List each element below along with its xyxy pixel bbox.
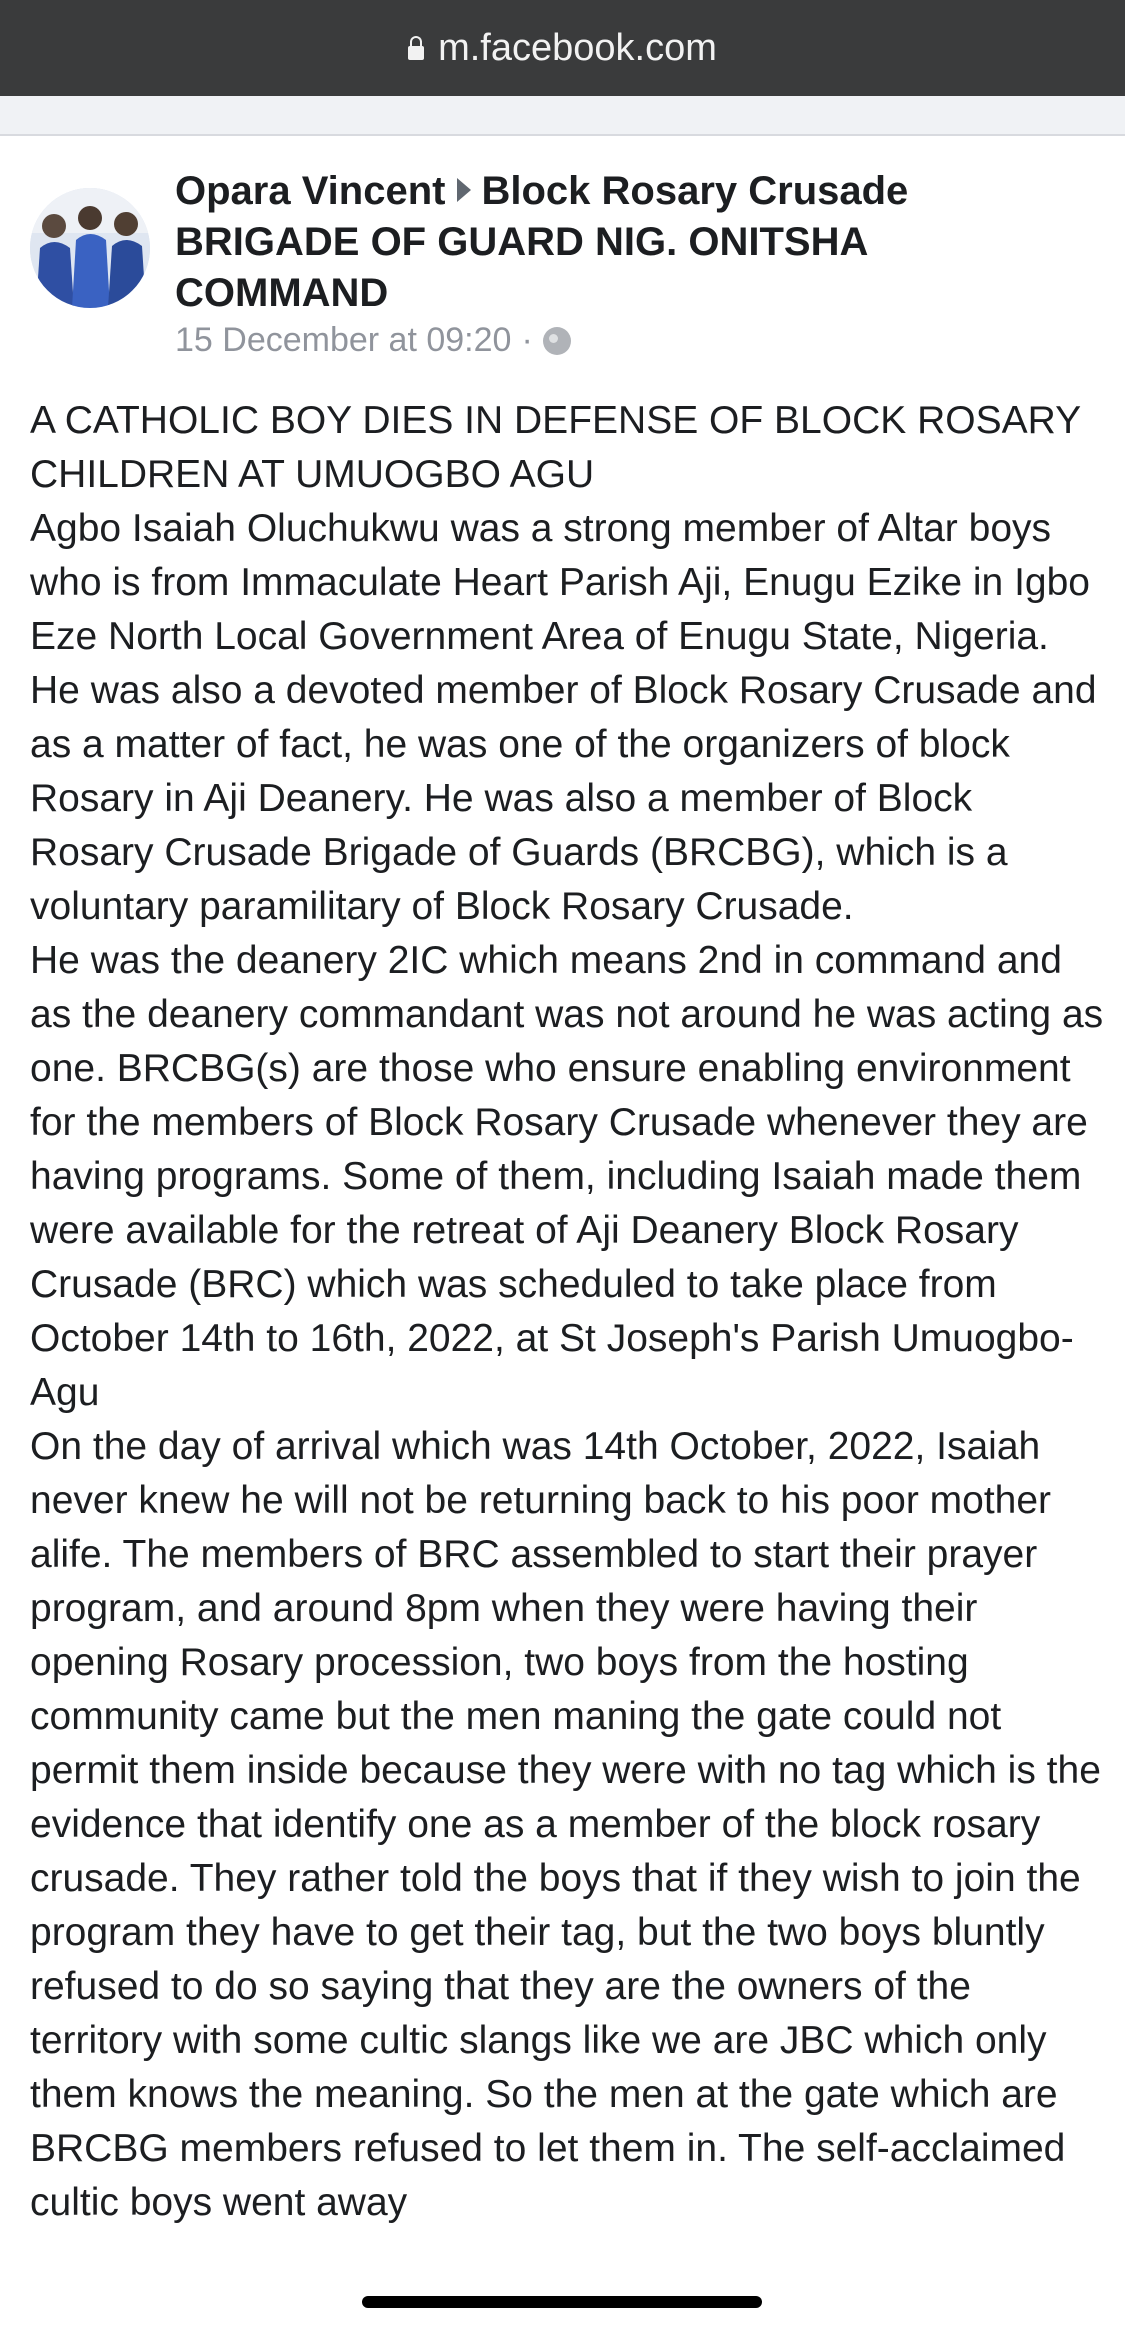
browser-url-bar[interactable] [0,0,1125,96]
author-name[interactable]: Opara Vincent [175,169,446,213]
post-title: A CATHOLIC BOY DIES IN DEFENSE OF BLOCK ROSARY CHILDREN AT UMUOGBO AGU [30,399,1081,496]
author-avatar[interactable] [30,188,150,308]
post-paragraph: On the day of arrival which was 14th October, 2022, Isaiah never knew he will not be returning back to his poor mother alife. The members of BRC assembled to start their prayer program, and around 8pm when they were having their opening Rosary procession, two boys from the hosting community came but the men maning the gate could not permit them inside because they were with no tag which is the evidence that identify one as a member of the block rosary crusade. They rather told the boys that if they wish to join the program they have to get their tag, but the two boys bluntly refused to do so saying that they are the owners of the territory with some cultic slangs like we are JBC which only them knows the meaning. So the men at the gate which are BRCBG members refused to let them in. The self-acclaimed cultic boys went away [30,1425,1101,2224]
home-indicator[interactable] [362,2296,762,2308]
post-paragraph: Agbo Isaiah Oluchukwu was a strong member of Altar boys who is from Immaculate Heart Parish Aji, Enugu Ezike in Igbo Eze North Local Government Area of Enugu State, Nigeria. He was also a devoted member of Block Rosary Crusade and as a matter of fact, he was one of the organizers of block Rosary in Aji Deanery. He was also a member of Block Rosary Crusade Brigade of Guards (BRCBG), which is a voluntary paramilitary of Block Rosary Crusade. [30,507,1097,928]
group-name[interactable]: Block Rosary Crusade BRIGADE OF GUARD NIG. ONITSHA COMMAND [175,169,909,315]
post-meta [175,321,571,360]
lock-icon [408,46,424,60]
post-body [30,394,1105,2230]
avatar-photo [30,188,150,308]
post-paragraph: He was the deanery 2IC which means 2nd in command and as the deanery commandant was not around he was acting as one. BRCBG(s) are those who ensure enabling environment for the members of Block Rosary Crusade whenever they are having programs. Some of them, including Isaiah made them were available for the retreat of Aji Deanery Block Rosary Crusade (BRC) which was scheduled to take place from October 14th to 16th, 2022, at St Joseph's Parish Umuogbo-Agu [30,939,1104,1414]
globe-icon [543,327,571,355]
feed-separator [0,96,1125,136]
post-author-line [175,166,1075,319]
post-header [0,136,1125,376]
url-text: m.facebook.com [438,26,717,69]
meta-separator: · [521,321,533,359]
caret-right-icon [457,178,471,202]
post [0,136,1125,2224]
post-timestamp[interactable]: 15 December at 09:20 [175,321,512,359]
